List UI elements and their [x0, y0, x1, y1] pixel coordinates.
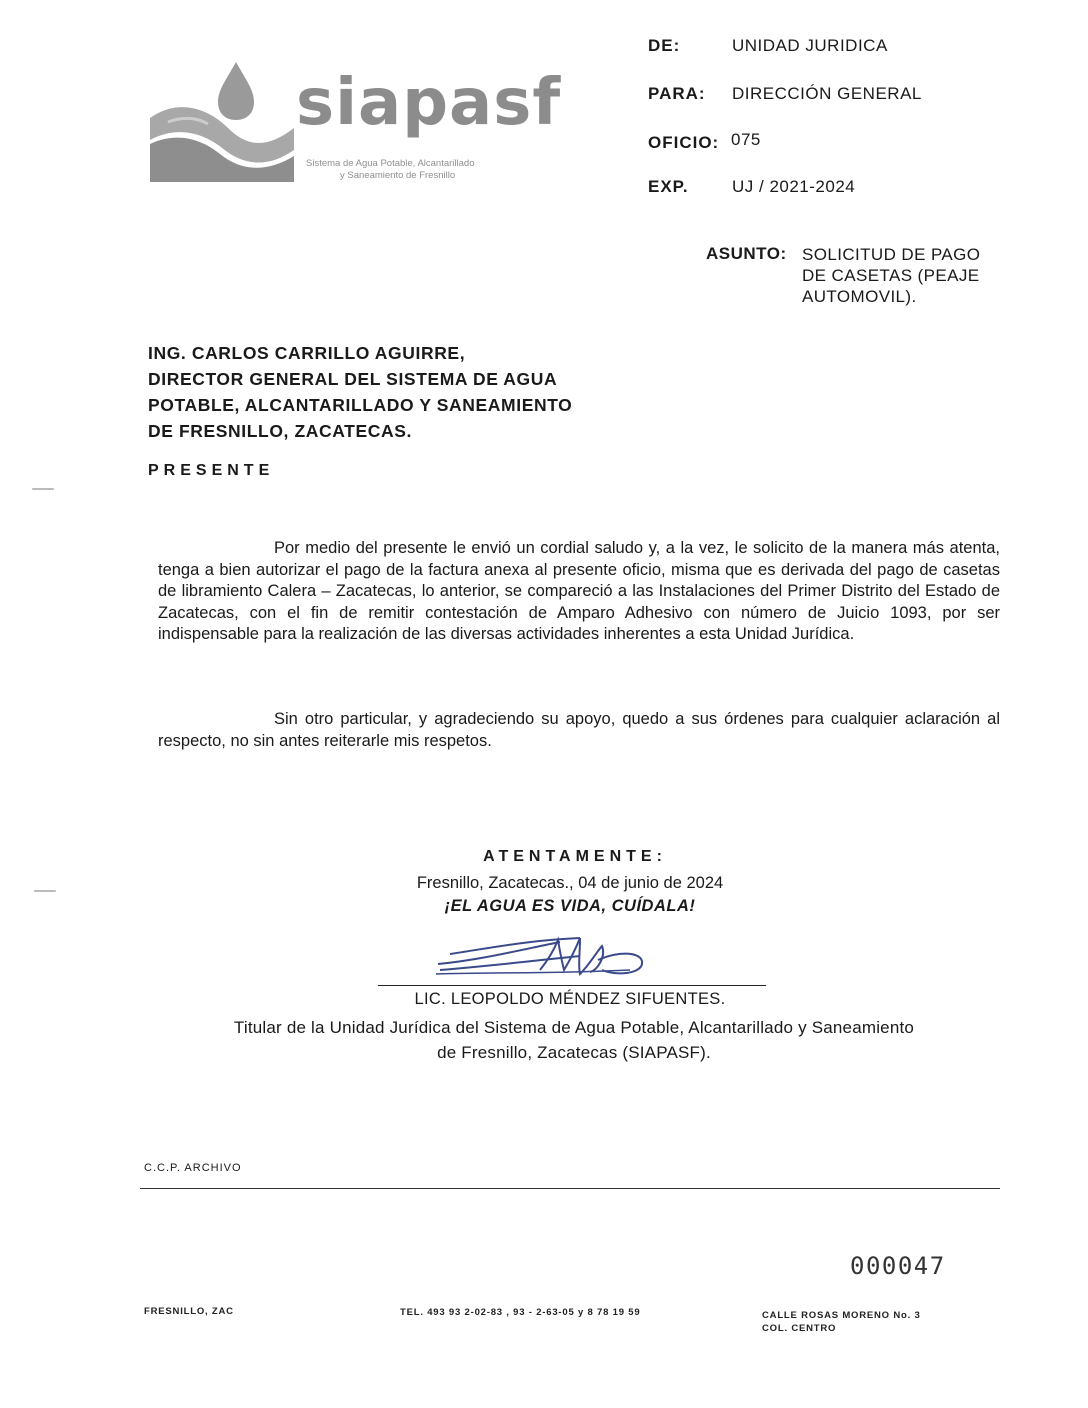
exp-value: UJ / 2021-2024 [732, 177, 856, 196]
logo-subtitle-line2: y Saneamiento de Fresnillo [340, 170, 456, 181]
recipient-line3: POTABLE, ALCANTARILLADO Y SANEAMIENTO [148, 395, 573, 415]
footer-address-line2: COL. CENTRO [762, 1323, 837, 1334]
scan-mark [34, 890, 56, 892]
scan-mark [32, 488, 54, 490]
recipient-line2: DIRECTOR GENERAL DEL SISTEMA DE AGUA [148, 369, 558, 389]
signer-title-line1: Titular de la Unidad Jurídica del Sistema de Agua Potable, Alcantarillado y Saneamiento [233, 1018, 915, 1037]
exp-label: EXP. [648, 177, 689, 196]
folio-stamp: 000047 [850, 1252, 946, 1280]
de-label: DE: [648, 36, 681, 55]
body-paragraph-1 [158, 538, 1000, 646]
asunto-line1: SOLICITUD DE PAGO [802, 245, 981, 264]
signature-line [378, 985, 766, 986]
footer-city: FRESNILLO, ZAC [144, 1306, 234, 1317]
atentamente-heading: ATENTAMENTE: [483, 848, 667, 865]
para-label: PARA: [648, 84, 706, 103]
oficio-label: OFICIO: [648, 133, 720, 152]
oficio-value: 075 [731, 130, 761, 149]
presente-heading: PRESENTE [148, 462, 275, 479]
de-value: UNIDAD JURIDICA [732, 36, 888, 55]
logo-subtitle-line1: Sistema de Agua Potable, Alcantarillado [306, 158, 475, 169]
asunto-text [802, 244, 1017, 307]
signer-title [140, 1015, 1008, 1065]
water-drop-wave-icon [148, 58, 298, 188]
signer-title-line2: de Fresnillo, Zacatecas (SIAPASF). [437, 1043, 711, 1062]
footer-address [762, 1309, 921, 1335]
recipient-line4: DE FRESNILLO, ZACATECAS. [148, 421, 412, 441]
recipient-block [148, 340, 572, 444]
handwritten-signature [430, 930, 660, 982]
body-paragraph-2 [158, 709, 1000, 752]
signer-name: LIC. LEOPOLDO MÉNDEZ SIFUENTES. [414, 990, 726, 1008]
body-paragraph-1-text: Por medio del presente le envió un cordial saludo y, a la vez, le solicito de la manera más atenta, tenga a bien autorizar el pago de la factura anexa al presente oficio, misma que es derivada del pago de casetas de libramiento Calera – Zacatecas, lo anterior, se compareció a las Instalaciones del Primer Distrito del Estado de Zacatecas, con el fin de remitir contestación de Amparo Adhesivo con número de Juicio 1093, por ser indispensable para la realización de las diversas actividades inherentes a esta Unidad Jurídica. [158, 539, 1000, 643]
body-paragraph-2-text: Sin otro particular, y agradeciendo su apoyo, quedo a sus órdenes para cualquier aclaración al respecto, no sin antes reiterarle mis respetos. [158, 710, 1000, 750]
asunto-line3: AUTOMOVIL). [802, 287, 917, 306]
asunto-label: ASUNTO: [706, 244, 787, 263]
footer-phone: TEL. 493 93 2-02-83 , 93 - 2-63-05 y 8 78 19 59 [400, 1307, 641, 1318]
asunto-line2: DE CASETAS (PEAJE [802, 266, 980, 285]
footer-address-line1: CALLE ROSAS MORENO No. 3 [762, 1310, 921, 1321]
footer-divider [140, 1188, 1000, 1189]
place-date: Fresnillo, Zacatecas., 04 de junio de 2024 [416, 874, 724, 892]
recipient-line1: ING. CARLOS CARRILLO AGUIRRE, [148, 343, 466, 363]
motto: ¡EL AGUA ES VIDA, CUÍDALA! [444, 897, 696, 915]
para-value: DIRECCIÓN GENERAL [732, 84, 922, 103]
brand-wordmark: siapasf [296, 66, 562, 140]
siapasf-logo [148, 58, 562, 188]
ccp-archivo: C.C.P. ARCHIVO [144, 1162, 242, 1174]
